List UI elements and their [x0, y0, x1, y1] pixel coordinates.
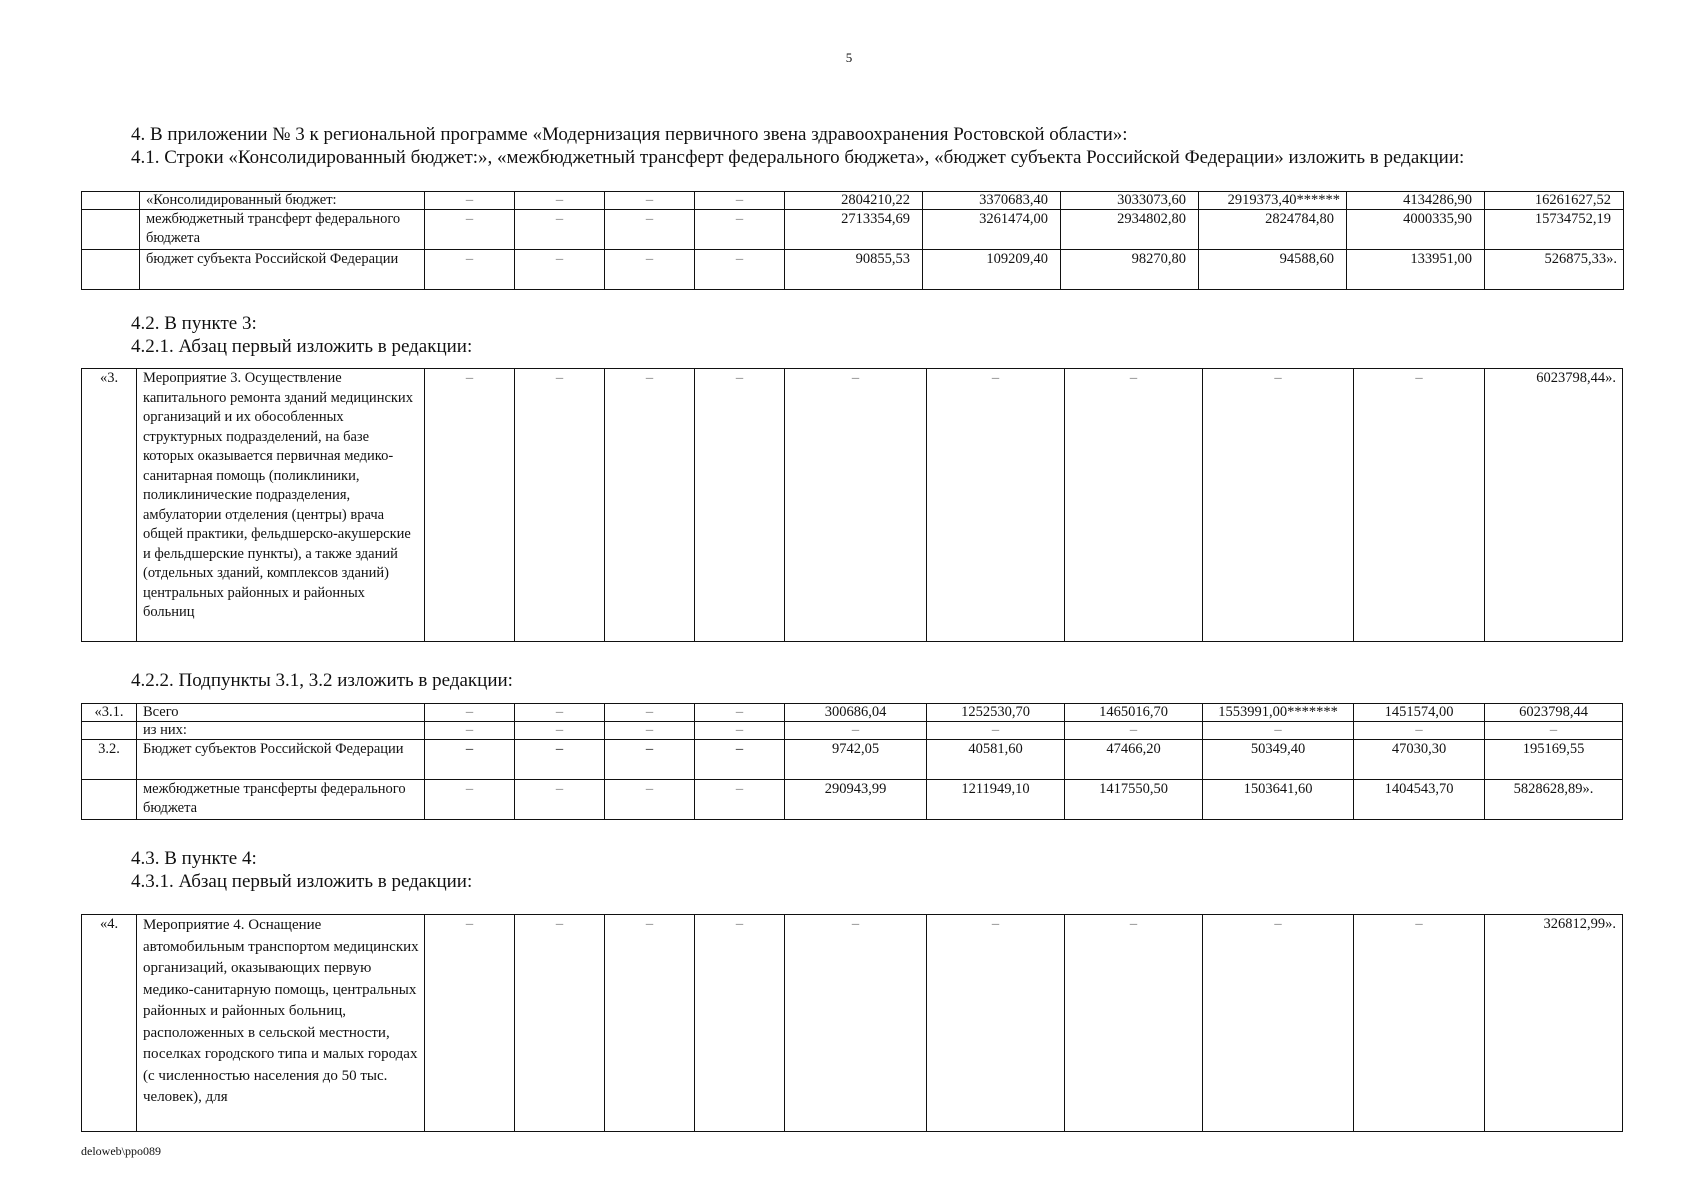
dash-cell: – [1065, 722, 1203, 740]
value-cell: 1211949,10 [927, 780, 1065, 820]
dash-cell: – [1065, 915, 1203, 1132]
dash-cell: – [425, 192, 515, 210]
table-event-3 [81, 368, 1623, 642]
paragraph-4-3-1: 4.3.1. Абзац первый изложить в редакции: [131, 871, 473, 892]
value-cell: 1503641,60 [1203, 780, 1354, 820]
value-cell: 1252530,70 [927, 704, 1065, 722]
dash-cell: – [425, 740, 515, 780]
value-cell: 15734752,19 [1485, 210, 1624, 250]
table-row [82, 722, 1623, 740]
dash-cell: – [927, 915, 1065, 1132]
value-cell: 4134286,90 [1347, 192, 1485, 210]
row-label: Бюджет субъектов Российской Федерации [137, 740, 425, 780]
value-cell: 5828628,89». [1485, 780, 1623, 820]
dash-cell: – [785, 369, 927, 642]
dash-cell: – [425, 369, 515, 642]
dash-cell: – [927, 722, 1065, 740]
table-row [82, 780, 1623, 820]
value-cell: 98270,80 [1061, 250, 1199, 290]
dash-cell: – [605, 250, 695, 290]
dash-cell: – [605, 369, 695, 642]
dash-cell: – [927, 369, 1065, 642]
table-row [82, 369, 1623, 642]
dash-cell: – [1485, 722, 1623, 740]
dash-cell: – [1203, 915, 1354, 1132]
value-cell: 3033073,60 [1061, 192, 1199, 210]
table-event-4 [81, 914, 1623, 1132]
paragraph-4-3: 4.3. В пункте 4: [131, 848, 257, 869]
dash-cell: – [605, 780, 695, 820]
row-number: 3.2. [82, 740, 137, 780]
value-cell: 4000335,90 [1347, 210, 1485, 250]
value-cell: 133951,00 [1347, 250, 1485, 290]
dash-cell: – [785, 915, 927, 1132]
paragraph-4-2-1: 4.2.1. Абзац первый изложить в редакции: [131, 336, 473, 357]
dash-cell: – [515, 780, 605, 820]
table-row [82, 192, 1624, 210]
dash-cell: – [695, 780, 785, 820]
dash-cell: – [695, 740, 785, 780]
value-cell: 1553991,00******* [1203, 704, 1354, 722]
row-label: «Консолидированный бюджет: [140, 192, 425, 210]
row-label: межбюджетные трансферты федерального бюджета [137, 780, 425, 820]
value-cell: 290943,99 [785, 780, 927, 820]
dash-cell: – [605, 704, 695, 722]
dash-cell: – [695, 369, 785, 642]
dash-cell: – [695, 915, 785, 1132]
dash-cell: – [1354, 915, 1485, 1132]
row-label: бюджет субъекта Российской Федерации [140, 250, 425, 290]
dash-cell: – [515, 740, 605, 780]
dash-cell: – [515, 704, 605, 722]
dash-cell: – [785, 722, 927, 740]
dash-cell: – [515, 722, 605, 740]
value-cell: 9742,05 [785, 740, 927, 780]
table-row [82, 210, 1624, 250]
dash-cell: – [605, 915, 695, 1132]
row-number [82, 192, 140, 210]
value-cell: 16261627,52 [1485, 192, 1624, 210]
table-row [82, 740, 1623, 780]
row-number: «3. [82, 369, 137, 642]
dash-cell: – [605, 192, 695, 210]
value-cell: 1451574,00 [1354, 704, 1485, 722]
dash-cell: – [605, 740, 695, 780]
dash-cell: – [605, 722, 695, 740]
dash-cell: – [425, 704, 515, 722]
value-cell: 6023798,44». [1485, 369, 1623, 642]
value-cell: 195169,55 [1485, 740, 1623, 780]
value-cell: 40581,60 [927, 740, 1065, 780]
value-cell: 6023798,44 [1485, 704, 1623, 722]
value-cell: 1404543,70 [1354, 780, 1485, 820]
row-number: «4. [82, 915, 137, 1132]
row-label: Мероприятие 4. Оснащение автомобильным транспортом медицинских организаций, оказывающих первую медико-санитарную помощь, центральных районных и районных больниц, расположенных в сельской местности, поселках городского типа и малых городах (с численностью населения до 50 тыс. человек), для [137, 915, 425, 1132]
footer-path: deloweb\ppo089 [81, 1144, 161, 1158]
value-cell: 2934802,80 [1061, 210, 1199, 250]
dash-cell: – [425, 210, 515, 250]
value-cell: 1465016,70 [1065, 704, 1203, 722]
row-label: Мероприятие 3. Осуществление капитального ремонта зданий медицинских организаций и их обособленных структурных подразделений, на базе которых оказывается первичная медико-санитарная помощь (поликлиники, поликлинические подразделения, амбулатории отделения (центры) врача общей практики, фельдшерско-акушерские и фельдшерские пункты), а также зданий (отдельных зданий, комплексов зданий) центральных районных и районных больниц [137, 369, 425, 642]
dash-cell: – [425, 722, 515, 740]
dash-cell: – [1354, 722, 1485, 740]
value-cell: 47466,20 [1065, 740, 1203, 780]
table-subitems-3 [81, 703, 1623, 820]
dash-cell: – [1203, 722, 1354, 740]
dash-cell: – [695, 210, 785, 250]
paragraph-4-1: 4.1. Строки «Консолидированный бюджет:», «межбюджетный трансферт федерального бюджета», «бюджет субъекта Российской Федерации» изложить в редакции: [131, 147, 1465, 168]
row-label: межбюджетный трансферт федерального бюджета [140, 210, 425, 250]
row-number [82, 722, 137, 740]
dash-cell: – [695, 722, 785, 740]
dash-cell: – [425, 915, 515, 1132]
dash-cell: – [1354, 369, 1485, 642]
row-label: Всего [137, 704, 425, 722]
row-number: «3.1. [82, 704, 137, 722]
value-cell: 90855,53 [785, 250, 923, 290]
value-cell: 2804210,22 [785, 192, 923, 210]
value-cell: 50349,40 [1203, 740, 1354, 780]
page-number: 5 [845, 50, 853, 65]
dash-cell: – [1203, 369, 1354, 642]
dash-cell: – [515, 915, 605, 1132]
dash-cell: – [605, 210, 695, 250]
value-cell: 300686,04 [785, 704, 927, 722]
row-number [82, 780, 137, 820]
dash-cell: – [515, 210, 605, 250]
dash-cell: – [695, 192, 785, 210]
value-cell: 109209,40 [923, 250, 1061, 290]
value-cell: 47030,30 [1354, 740, 1485, 780]
row-number [82, 210, 140, 250]
dash-cell: – [425, 780, 515, 820]
table-consolidated-budget [81, 191, 1624, 290]
value-cell: 3370683,40 [923, 192, 1061, 210]
table-row [82, 250, 1624, 290]
table-row [82, 915, 1623, 1132]
dash-cell: – [695, 250, 785, 290]
dash-cell: – [425, 250, 515, 290]
value-cell: 94588,60 [1199, 250, 1347, 290]
row-label: из них: [137, 722, 425, 740]
table-row [82, 704, 1623, 722]
dash-cell: – [515, 192, 605, 210]
value-cell: 326812,99». [1485, 915, 1623, 1132]
value-cell: 1417550,50 [1065, 780, 1203, 820]
value-cell: 3261474,00 [923, 210, 1061, 250]
value-cell: 2824784,80 [1199, 210, 1347, 250]
dash-cell: – [515, 369, 605, 642]
value-cell: 526875,33». [1485, 250, 1624, 290]
dash-cell: – [695, 704, 785, 722]
dash-cell: – [515, 250, 605, 290]
value-cell: 2919373,40****** [1199, 192, 1347, 210]
dash-cell: – [1065, 369, 1203, 642]
row-number [82, 250, 140, 290]
value-cell: 2713354,69 [785, 210, 923, 250]
paragraph-4: 4. В приложении № 3 к региональной программе «Модернизация первичного звена здравоохранения Ростовской области»: [131, 124, 1128, 145]
paragraph-4-2: 4.2. В пункте 3: [131, 313, 257, 334]
paragraph-4-2-2: 4.2.2. Подпункты 3.1, 3.2 изложить в редакции: [131, 670, 513, 691]
